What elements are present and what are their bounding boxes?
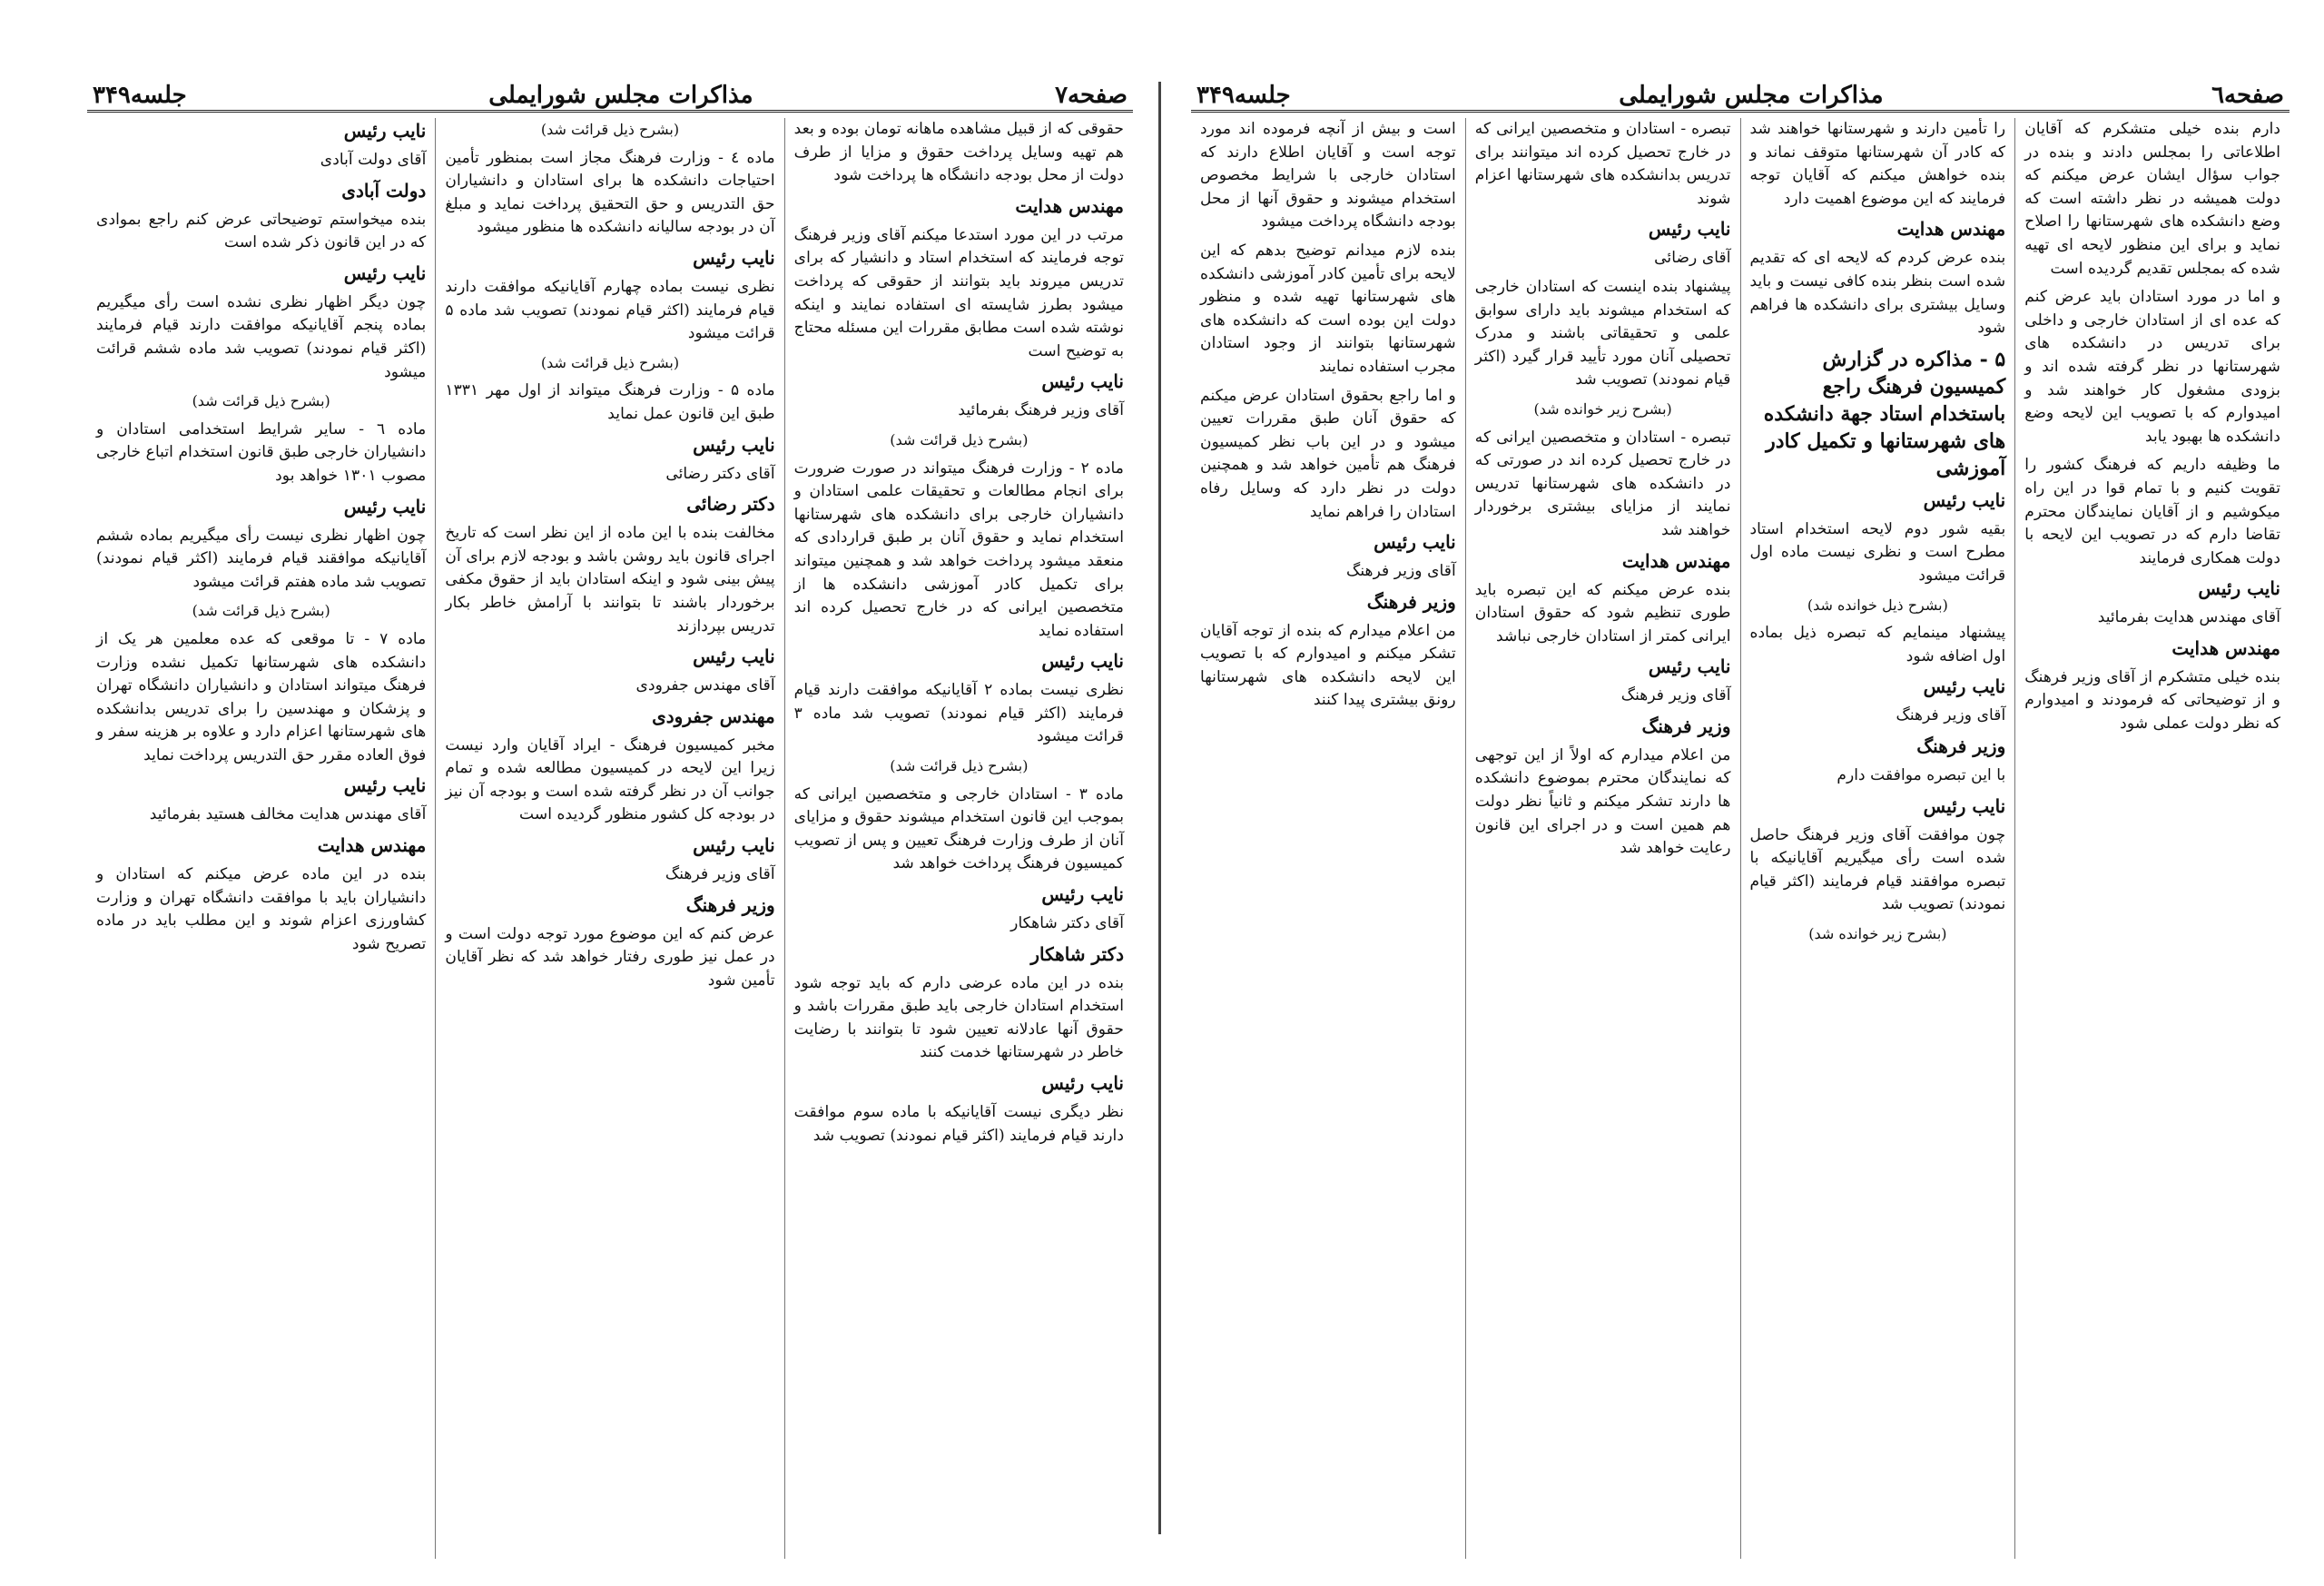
- speaker-name: نایب رئیس: [1374, 531, 1456, 554]
- paragraph: من اعلام میدارم که بنده از توجه آقایان تشکر میکنم و امیدوارم که با تصویب این لایحه دانشکده های شهرستانها رونق بیشتری پیدا کنند: [1200, 621, 1456, 710]
- speaker-name: وزیر فرهنگ: [1641, 714, 1731, 737]
- text-columns: [1191, 118, 2290, 1559]
- speaker-name: نایب رئیس: [1041, 883, 1124, 906]
- paragraph: آقای دکتر شاهکار: [1010, 914, 1124, 933]
- text-column: [784, 118, 1133, 1559]
- speaker-name: نایب رئیس: [1041, 370, 1124, 393]
- paragraph: بنده در این ماده عرضی دارم که باید توجه شود استخدام استادان خارجی باید طبق مقررات باشد و حقوق آنها عادلانه تعیین شود تا بتوانند با رضایت خاطر در شهرستانها خدمت کنند: [793, 973, 1124, 1062]
- paragraph: پیشنهاد بنده اینست که استادان خارجی که استخدام میشوند باید دارای سوابق علمی و تحقیقاتی باشند و مدرک تحصیلی آنان مورد تأیید قرار گیرد (اکثر قیام نمودند) تصویب شد: [1474, 277, 1731, 389]
- paragraph: چون دیگر اظهار نظری نشده است رأی میگیریم بماده پنجم آقایانیکه موافقت دارند قیام فرمایند (اکثر قیام نمودند) تصویب شد ماده ششم قرائت میشود: [96, 292, 427, 381]
- paragraph: بنده عرض کردم که لایحه ای که تقدیم شده است بنظر بنده کافی نیست و باید وسایل بیشتری برای دانشکده ها فراهم شود: [1749, 249, 2006, 338]
- paragraph: نظر دیگری نیست آقایانیکه با ماده سوم موافقت دارند قیام فرمایند (اکثر قیام نمودند) تصویب شد: [793, 1103, 1124, 1145]
- speaker-name: دولت آبادی: [341, 179, 427, 202]
- speaker-name: مهندس هدایت: [1896, 218, 2006, 241]
- speaker-name: نایب رئیس: [343, 774, 427, 797]
- section-heading: ۵ - مذاکره در گزارش کمیسیون فرهنگ راجع باستخدام استاد جهة دانشکده های شهرستانها و تکمیل کادر آموزشی: [1763, 347, 2006, 480]
- left-page: [0, 0, 1155, 1586]
- paragraph: آقای وزیر فرهنگ: [1620, 686, 1731, 705]
- paragraph: ماده ٦ - سایر شرایط استخدامی استادان و دانشیاران خارجی طبق قانون استخدام اتباع خارجی مصوب ۱۳۰۱ خواهد بود: [96, 419, 427, 485]
- reading-note: (بشرح ذیل قرائت شد): [890, 430, 1029, 448]
- text-column: [1465, 118, 1740, 1559]
- paragraph: بنده عرض میکنم که این تبصره باید طوری تنظیم شود که حقوق استادان ایرانی کمتر از استادان خارجی نباشد: [1474, 580, 1731, 645]
- text-column: [87, 118, 435, 1559]
- paragraph: ماده ۷ - تا موقعی که عده معلمین هر یک از دانشکده های شهرستانها تکمیل نشده وزارت فرهنگ میتواند استادان و دانشیاران دانشگاه تهران و پزشکان و مهندسین را برای تدریس بدانشکده های شهرستانها اعزام دارد و علاوه بر هزینه سفر و فوق العاده مقرر حق التدریس پرداخت نماید: [96, 629, 427, 764]
- paragraph: مرتب در این مورد استدعا میکنم آقای وزیر فرهنگ توجه فرمایند که استخدام استاد و دانشیار که برای تدریس میروند باید بتوانند از حقوقی که پرداخت میشود بطرز شایسته ای استفاده نمایند و اینکه نوشته شده است مطابق مقررات این مسئله محتاج به توضیح است: [793, 225, 1124, 360]
- speaker-name: وزیر فرهنگ: [1916, 734, 2006, 757]
- speaker-name: نایب رئیس: [2198, 577, 2280, 600]
- paragraph: من اعلام میدارم که اولاً از این توجهی که نمایندگان محترم بموضوع دانشکده ها دارند تشکر میکنم و ثانیاً نظر دولت هم همین است و در اجرای این قانون رعایت خواهد شد: [1474, 745, 1731, 858]
- speaker-name: نایب رئیس: [343, 261, 427, 284]
- page-number: صفحه۷: [1055, 81, 1128, 109]
- paragraph: تبصره - استادان و متخصصین ایرانی که در خارج تحصیل کرده اند میتوانند برای تدریس بدانشکده های شهرستانها اعزام شوند: [1474, 120, 1731, 208]
- paragraph: نظری نیست بماده ۲ آقایانیکه موافقت دارند قیام فرمایند (اکثر قیام نمودند) تصویب شد ماده ۳ قرائت میشود: [793, 681, 1124, 746]
- reading-note: (بشرح زیر خوانده شد): [1808, 924, 1947, 942]
- paragraph: دارم بنده خیلی متشکرم که آقایان اطلاعاتی را بمجلس دادند و بنده در جواب سؤال ایشان عرض میکنم که دولت همیشه در نظر داشته است که وضع دانشکده های شهرستانها را اصلاح نماید و برای این منظور لایحه ای تهیه شده که بمجلس تقدیم گردیده است: [2024, 120, 2280, 278]
- speaker-name: نایب رئیس: [1648, 655, 1731, 678]
- speaker-name: نایب رئیس: [1923, 794, 2006, 817]
- paragraph: چون موافقت آقای وزیر فرهنگ حاصل شده است رأی میگیریم آقایانیکه با تبصره موافقند قیام فرمایند (اکثر قیام نمودند) تصویب شد: [1749, 825, 2006, 914]
- reading-note: (بشرح ذیل قرائت شد): [890, 757, 1029, 775]
- paragraph: با این تبصره موافقت دارم: [1837, 765, 2006, 784]
- paragraph: حقوقی که از قبیل مشاهده ماهانه تومان بوده و بعد هم تهیه وسایل پرداخت حقوق و مزایا از طرف دولت از محل بودجه دانشگاه ها پرداخت شود: [793, 120, 1124, 185]
- paragraph: عرض کنم که این موضوع مورد توجه دولت است و در عمل نیز طوری رفتار خواهد شد که نظر آقایان تأمین شود: [445, 924, 775, 990]
- paragraph: آقای دولت آبادی: [320, 151, 427, 169]
- speaker-name: نایب رئیس: [1923, 675, 2006, 698]
- speaker-name: نایب رئیس: [1041, 650, 1124, 673]
- speaker-name: نایب رئیس: [693, 433, 775, 456]
- paragraph: بنده خیلی متشکرم از آقای وزیر فرهنگ و از توضیحاتی که فرمودند و امیدوارم که نظر دولت عملی شود: [2024, 667, 2280, 734]
- session-number: جلسه۳۴۹: [93, 81, 187, 109]
- text-columns: [87, 118, 1133, 1559]
- paragraph: بقیه شور دوم لایحه استخدام استاد مطرح است و نظری نیست ماده اول قرائت میشود: [1749, 519, 2006, 585]
- page-header: [87, 80, 1133, 113]
- text-column: [1740, 118, 2015, 1559]
- paragraph: ماده ۳ - استادان خارجی و متخصصین ایرانی که بموجب این قانون استخدام میشوند حقوق و مزایای آنان از طرف وزارت فرهنگ تعیین و پس از تصویب کمیسیون فرهنگ پرداخت خواهد شد: [793, 784, 1124, 873]
- paragraph: ماده ۲ - وزارت فرهنگ میتواند در صورت ضرورت برای انجام مطالعات و تحقیقات علمی استادان و دانشیاران خارجی برای دانشکده های شهرستانها استخدام نماید و حقوق آنان بر طبق قراردادی که منعقد میشود پرداخت خواهد شد و همچنین میتواند برای تکمیل کادر آموزشی دانشکده ها از متخصصین ایرانی که در خارج تحصیل کرده اند استفاده نماید: [793, 458, 1124, 640]
- newspaper-title: مذاکرات مجلس شورایملی: [1619, 81, 1884, 109]
- page-header: [1191, 80, 2290, 113]
- speaker-name: دکتر رضائی: [686, 493, 775, 516]
- paragraph: ماده ٤ - وزارت فرهنگ مجاز است بمنظور تأمین احتیاجات دانشکده ها برای استادان و دانشیاران حق التدریس و حق التحقیق پرداخت نماید و مبلغ آن در بودجه سالیانه دانشکده ها منظور میشود: [445, 148, 775, 237]
- paragraph: چون اظهار نظری نیست رأی میگیریم بماده ششم آقایانیکه موافقند قیام فرمایند (اکثر قیام نمودند) تصویب شد ماده هفتم قرائت میشود: [96, 526, 427, 591]
- speaker-name: نایب رئیس: [693, 246, 775, 269]
- paragraph: آقای وزیر فرهنگ: [1896, 706, 2006, 725]
- paragraph: پیشنهاد مینمایم که تبصره ذیل بماده اول اضافه شود: [1749, 624, 2006, 665]
- text-column: [1191, 118, 1465, 1559]
- page-fold-divider: [1158, 82, 1161, 1534]
- text-column: [435, 118, 783, 1559]
- speaker-name: وزیر فرهنگ: [1366, 590, 1456, 613]
- speaker-name: نایب رئیس: [343, 495, 427, 517]
- reading-note: (بشرح ذیل قرائت شد): [540, 121, 680, 138]
- speaker-name: نایب رئیس: [343, 120, 427, 142]
- text-column: [2014, 118, 2290, 1559]
- speaker-name: نایب رئیس: [1648, 218, 1731, 241]
- paragraph: بنده میخواستم توضیحاتی عرض کنم راجع بموادی که در این قانون ذکر شده است: [96, 210, 427, 252]
- speaker-name: نایب رئیس: [1923, 488, 2006, 511]
- paragraph: و اما راجع بحقوق استادان عرض میکنم که حقوق آنان طبق مقررات تعیین میشود و در این باب نظر کمیسیون فرهنگ هم تأمین خواهد شد و همچنین دولت در نظر دارد که وسایل رفاه استادان را فراهم نماید: [1200, 386, 1456, 521]
- speaker-name: مهندس هدایت: [317, 834, 427, 857]
- paragraph: آقای رضائی: [1654, 249, 1731, 268]
- newspaper-title: مذاکرات مجلس شورایملی: [488, 81, 753, 109]
- page-number: صفحه٦: [2211, 81, 2284, 109]
- paragraph: آقای وزیر فرهنگ: [665, 865, 775, 884]
- paragraph: بنده در این ماده عرض میکنم که استادان و دانشیاران باید با موافقت دانشگاه تهران و وزارت کشاورزی اعزام شوند و این مطلب باید در ماده تصریح شود: [96, 865, 427, 953]
- paragraph: مخالفت بنده با این ماده از این نظر است که تاریخ اجرای قانون باید روشن باشد و بودجه لازم برای آن پیش بینی شود و اینکه استادان باید از حقوق مکفی برخوردار باشند تا بتوانند با آرامش خاطر بکار تدریس بپردازند: [445, 524, 775, 635]
- right-page: [1169, 0, 2324, 1586]
- paragraph: مخبر کمیسیون فرهنگ - ایراد آقایان وارد نیست زیرا این لایحه در کمیسیون مطالعه شده و تمام جوانب آن در نظر گرفته شده است و بودجه آن نیز در بودجه کل کشور منظور گردیده است: [445, 735, 775, 824]
- paragraph: آقای مهندس جفرودی: [635, 676, 775, 695]
- reading-note: (بشرح ذیل قرائت شد): [192, 602, 330, 620]
- speaker-name: نایب رئیس: [693, 834, 775, 857]
- speaker-name: وزیر فرهنگ: [685, 893, 775, 916]
- paragraph: ماده ۵ - وزارت فرهنگ میتواند از اول مهر ۱۳۳۱ طبق این قانون عمل نماید: [445, 381, 775, 423]
- paragraph: آقای مهندس هدایت مخالف هستید بفرمائید: [149, 805, 427, 824]
- paragraph: را تأمین دارند و شهرستانها خواهند شد که کادر آن شهرستانها متوقف نماند و بنده خواهش میکنم که آقایان توجه فرمایند که این موضوع اهمیت دارد: [1749, 120, 2006, 208]
- paragraph: آقای وزیر فرهنگ: [1345, 562, 1456, 581]
- paragraph: آقای دکتر رضائی: [665, 464, 775, 483]
- speaker-name: مهندس هدایت: [2171, 636, 2280, 659]
- speaker-name: مهندس جفرودی: [652, 704, 775, 727]
- paragraph: آقای مهندس هدایت بفرمائید: [2097, 608, 2280, 627]
- paragraph: نظری نیست بماده چهارم آقایانیکه موافقت دارند قیام فرمایند (اکثر قیام نمودند) تصویب شد ماده ۵ قرائت میشود: [445, 277, 775, 343]
- speaker-name: نایب رئیس: [1041, 1072, 1124, 1094]
- reading-note: (بشرح ذیل قرائت شد): [192, 392, 330, 410]
- reading-note: (بشرح زیر خوانده شد): [1533, 399, 1672, 418]
- paragraph: است و بیش از آنچه فرموده اند مورد توجه است و آقایان اطلاع دارند که استادان خارجی با شرایط مخصوص استخدام میشوند و حقوق آنها از محل بودجه دانشگاه پرداخت میشود: [1200, 120, 1456, 231]
- paragraph: تبصره - استادان و متخصصین ایرانی که در خارج تحصیل کرده اند در صورتی که در دانشکده های شهرستانها تدریس نمایند از مزایای بیشتری برخوردار خواهند شد: [1474, 428, 1731, 539]
- session-number: جلسه۳۴۹: [1196, 81, 1291, 109]
- speaker-name: دکتر شاهکار: [1030, 942, 1124, 965]
- speaker-name: مهندس هدایت: [1015, 194, 1124, 217]
- paragraph: ما وظیفه داریم که فرهنگ کشور را تقویت کنیم و با تمام قوا در این راه میکوشیم و از آقایان نمایندگان محترم تقاضا دارم که در تصویب این لایحه با دولت همکاری فرمایند: [2024, 456, 2280, 567]
- reading-note: (بشرح ذیل قرائت شد): [540, 353, 680, 371]
- paragraph: و اما در مورد استادان باید عرض کنم که عده ای از استادان خارجی و داخلی برای تدریس در دانشکده های شهرستانها در نظر گرفته شده اند و بزودی مشغول کار خواهند شد و امیدوارم که با تصویب این لایحه وضع دانشکده ها بهبود یابد: [2024, 288, 2280, 446]
- paragraph: بنده لازم میدانم توضیح بدهم که این لایحه برای تأمین کادر آموزشی دانشکده های شهرستانها تهیه شده و منظور دولت این بوده است که دانشکده های شهرستانها بتوانند از وجود استادان مجرب استفاده نمایند: [1200, 241, 1456, 376]
- speaker-name: مهندس هدایت: [1621, 549, 1731, 572]
- paragraph: آقای وزیر فرهنگ بفرمائید: [958, 401, 1124, 420]
- reading-note: (بشرح ذیل خوانده شد): [1807, 596, 1948, 614]
- speaker-name: نایب رئیس: [693, 645, 775, 668]
